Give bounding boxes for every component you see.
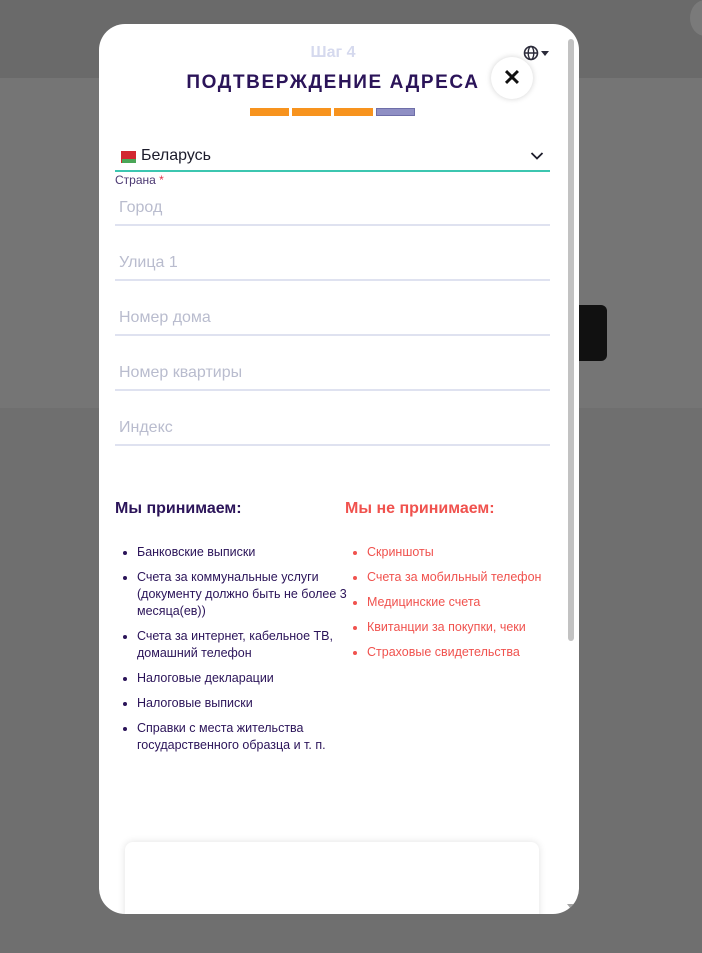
modal-scrollbar[interactable] [567, 39, 575, 909]
list-item: • Счета за мобильный телефон [367, 569, 579, 586]
city-field [115, 194, 550, 226]
list-item: • Страховые свидетельства [367, 644, 579, 661]
country-value: Беларусь [141, 147, 211, 164]
list-item: • Скриншоты [367, 544, 579, 561]
progress-segment [250, 108, 289, 116]
list-item: • Налоговые выписки [137, 695, 357, 712]
list-item: • Налоговые декларации [137, 670, 357, 687]
address-confirmation-modal [99, 24, 579, 914]
progress-segment [292, 108, 331, 116]
list-item: • Медицинские счета [367, 594, 579, 611]
postal-code-field [115, 414, 550, 446]
belarus-flag-icon [119, 151, 136, 163]
accepted-list [115, 544, 357, 762]
list-item: • Банковские выписки [137, 544, 357, 561]
scrollbar-thumb[interactable] [568, 39, 574, 641]
chevron-down-icon [530, 151, 544, 161]
list-item: • Счета за коммунальные услуги (документу должно быть не более 3 месяца(ев)) [137, 569, 357, 620]
rejected-list [345, 544, 579, 669]
language-selector[interactable] [523, 44, 553, 62]
list-item: • Справки с места жительства государственного образца и т. п. [137, 720, 357, 754]
apartment-number-input[interactable] [115, 359, 550, 387]
house-number-field [115, 304, 550, 336]
country-select[interactable] [115, 144, 550, 172]
page-title: ПОДТВЕРЖДЕНИЕ АДРЕСА [186, 72, 480, 93]
house-number-input[interactable] [115, 304, 550, 332]
accepted-heading: Мы принимаем: [115, 500, 242, 517]
globe-icon [523, 44, 553, 62]
step-label: Шаг 4 [310, 44, 356, 61]
upload-card[interactable] [125, 842, 539, 914]
postal-code-input[interactable] [115, 414, 550, 442]
progress-segment [334, 108, 373, 116]
list-item: • Квитанции за покупки, чеки [367, 619, 579, 636]
country-label [115, 173, 164, 187]
progress-segment [376, 108, 415, 116]
close-icon: ✕ [502, 65, 522, 90]
list-item: • Счета за интернет, кабельное ТВ, домашний телефон [137, 628, 357, 662]
city-input[interactable] [115, 194, 550, 222]
country-label-text: Страна [115, 173, 156, 187]
scroll-down-icon[interactable] [567, 904, 575, 909]
street-input[interactable] [115, 249, 550, 277]
apartment-number-field [115, 359, 550, 391]
rejected-heading: Мы не принимаем: [345, 500, 495, 517]
required-mark: * [159, 173, 164, 187]
street-field [115, 249, 550, 281]
